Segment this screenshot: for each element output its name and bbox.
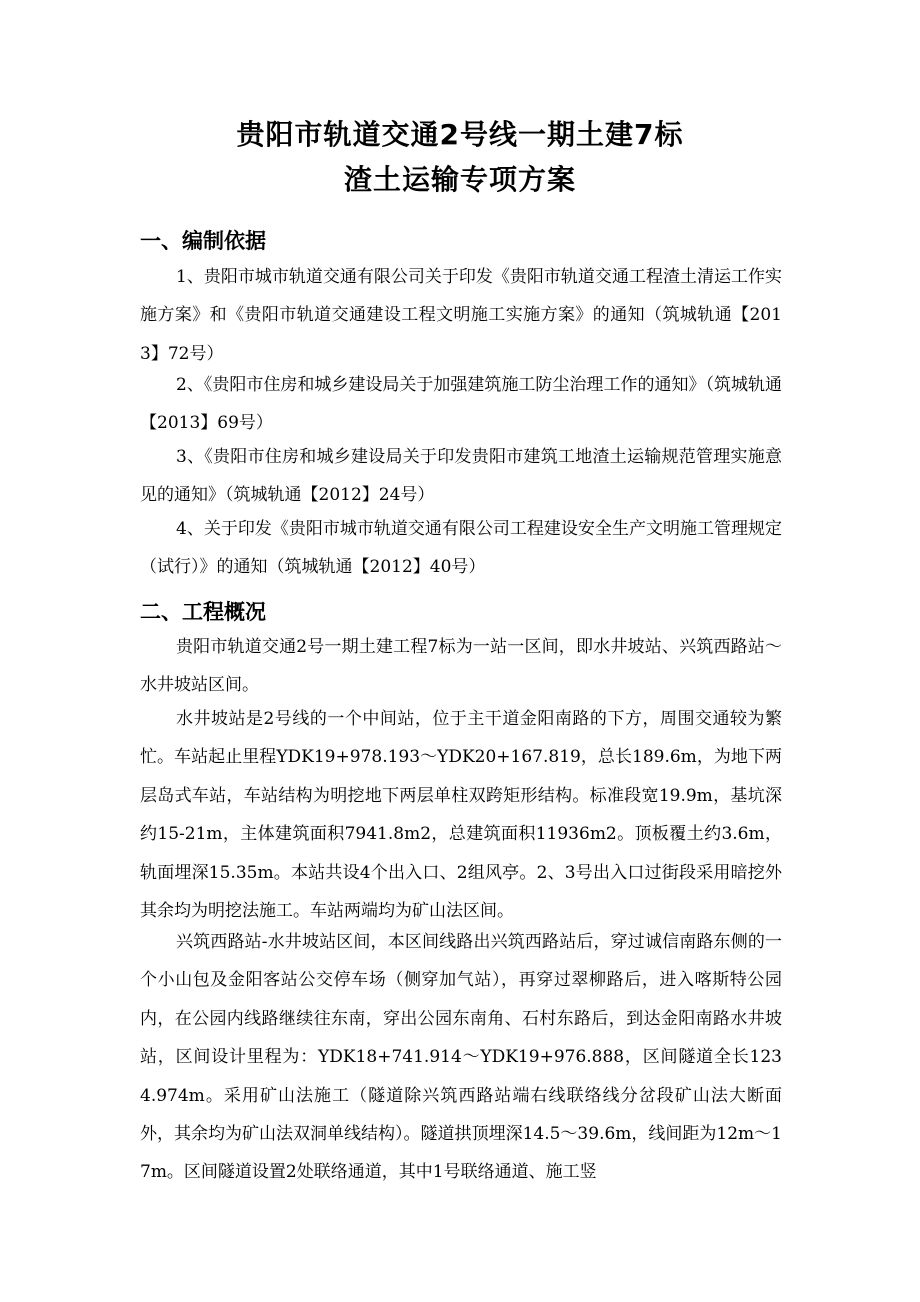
- document-title-line-2: 渣土运输专项方案: [343, 163, 576, 196]
- basis-item-4: 4、关于印发《贵阳市城市轨道交通有限公司工程建设安全生产文明施工管理规定（试行）》的通知（筑城轨通【2012】40号）: [140, 519, 782, 578]
- overview-paragraph-1: 贵阳市轨道交通2号一期土建工程7标为一站一区间，即水井坡站、兴筑西路站～水井坡站区间。: [140, 637, 782, 696]
- basis-item-3: 3、《贵阳市住房和城乡建设局关于印发贵阳市建筑工地渣土运输规范管理实施意见的通知》（筑城轨通【2012】24号）: [140, 447, 782, 506]
- section-heading-overview: 二、工程概况: [140, 600, 266, 624]
- overview-paragraph-station: 水井坡站是2号线的一个中间站，位于主干道金阳南路的下方，周围交通较为繁忙。车站起止里程YDK19+978.193～YDK20+167.819，总长189.6m，为地下两层岛式车站，车站结构为明挖地下两层单柱双跨矩形结构。标准段宽19.9m，基坑深约15-21m，主体建筑面积7941.8m2，总建筑面积11936m2。顶板覆土约3.6m，轨面埋深15.35m。本站共设4个出入口、2组风亭。2、3号出入口过街段采用暗挖外其余均为明挖法施工。车站两端均为矿山法区间。: [140, 709, 782, 922]
- section-heading-basis: 一、编制依据: [140, 229, 266, 253]
- basis-item-1: 1、贵阳市城市轨道交通有限公司关于印发《贵阳市轨道交通工程渣土清运工作实施方案》和《贵阳市轨道交通建设工程文明施工实施方案》的通知（筑城轨通【2013】72号）: [140, 267, 782, 364]
- basis-item-2: 2、《贵阳市住房和城乡建设局关于加强建筑施工防尘治理工作的通知》（筑城轨通【2013】69号）: [140, 375, 782, 434]
- document-title-line-1: 贵阳市轨道交通2号线一期土建7标: [236, 118, 684, 151]
- overview-paragraph-interval: 兴筑西路站-水井坡站区间，本区间线路出兴筑西路站后，穿过诚信南路东侧的一个小山包及金阳客站公交停车场（侧穿加气站），再穿过翠柳路后，进入喀斯特公园内，在公园内线路继续往东南，穿出公园东南角、石村东路后，到达金阳南路水井坡站，区间设计里程为：YDK18+741.914～YDK19+976.888，区间隧道全长1234.974m。采用矿山法施工（隧道除兴筑西路站端右线联络线分岔段矿山法大断面外，其余均为矿山法双洞单线结构）。隧道拱顶埋深14.5～39.6m，线间距为12m～17m。区间隧道设置2处联络通道，其中1号联络通道、施工竖: [140, 932, 782, 1183]
